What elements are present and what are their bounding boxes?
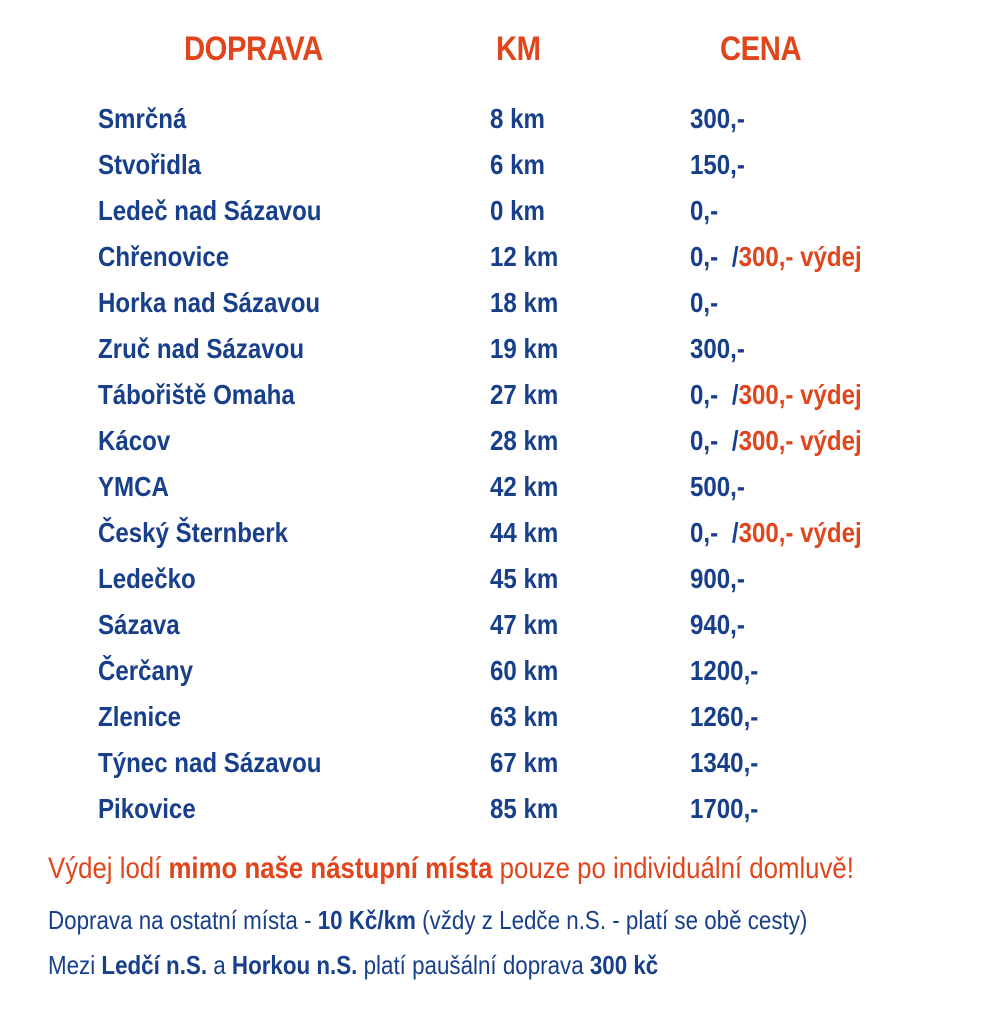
pickup-price: 300,- výdej bbox=[738, 425, 862, 456]
price-cell bbox=[690, 240, 862, 274]
distance-cell: 85 km bbox=[490, 793, 559, 824]
price-cell bbox=[690, 562, 745, 596]
note3-bold-3: 300 kč bbox=[589, 950, 659, 980]
distance-cell: 0 km bbox=[490, 195, 545, 226]
destination-cell: Chřenovice bbox=[98, 241, 230, 272]
distance-cell: 63 km bbox=[490, 701, 559, 732]
distance-cell: 8 km bbox=[490, 103, 545, 134]
price-value: 500,- bbox=[690, 471, 745, 502]
distance-cell: 27 km bbox=[490, 379, 559, 410]
distance-cell: 60 km bbox=[490, 655, 559, 686]
distance-cell: 6 km bbox=[490, 149, 545, 180]
price-cell bbox=[690, 470, 745, 504]
price-cell bbox=[690, 148, 745, 182]
note3-bold-2: Horkou n.S. bbox=[231, 950, 358, 980]
price-cell bbox=[690, 608, 745, 642]
distance-cell: 44 km bbox=[490, 517, 559, 548]
price-value: 1200,- bbox=[690, 655, 759, 686]
note-other-places bbox=[48, 905, 807, 936]
table-row bbox=[0, 694, 981, 740]
price-cell bbox=[690, 286, 718, 320]
note3-text-1: Mezi bbox=[48, 950, 102, 980]
price-value: 0,- bbox=[690, 241, 719, 272]
price-value: 1700,- bbox=[690, 793, 759, 824]
destination-cell: Ledeč nad Sázavou bbox=[98, 195, 322, 226]
price-value: 0,- bbox=[690, 517, 719, 548]
price-value: 940,- bbox=[690, 609, 745, 640]
pickup-price: 300,- výdej bbox=[738, 379, 862, 410]
pickup-price: 300,- výdej bbox=[738, 517, 862, 548]
destination-cell: Kácov bbox=[98, 425, 171, 456]
price-value: 1260,- bbox=[690, 701, 759, 732]
distance-cell: 42 km bbox=[490, 471, 559, 502]
note3-text-3: platí paušální doprava bbox=[357, 950, 590, 980]
table-row bbox=[0, 188, 981, 234]
distance-cell: 19 km bbox=[490, 333, 559, 364]
price-value: 0,- bbox=[690, 195, 719, 226]
table-row bbox=[0, 280, 981, 326]
note-pickup-outside bbox=[48, 852, 854, 886]
table-row bbox=[0, 648, 981, 694]
table-row bbox=[0, 464, 981, 510]
price-value: 0,- bbox=[690, 287, 719, 318]
price-cell bbox=[690, 792, 758, 826]
price-value: 0,- bbox=[690, 425, 719, 456]
column-header-destination: DOPRAVA bbox=[184, 30, 323, 68]
price-separator: / bbox=[731, 425, 739, 456]
table-row bbox=[0, 418, 981, 464]
table-row bbox=[0, 326, 981, 372]
table-row bbox=[0, 556, 981, 602]
column-header-price: CENA bbox=[720, 30, 802, 68]
price-cell bbox=[690, 746, 758, 780]
note1-text-end: pouze po individuální domluvě! bbox=[492, 852, 854, 885]
distance-cell: 28 km bbox=[490, 425, 559, 456]
destination-cell: YMCA bbox=[98, 471, 169, 502]
distance-cell: 18 km bbox=[490, 287, 559, 318]
price-value: 300,- bbox=[690, 333, 745, 364]
note3-text-2: a bbox=[207, 950, 232, 980]
price-separator: / bbox=[731, 379, 739, 410]
destination-cell: Tábořiště Omaha bbox=[98, 379, 295, 410]
pickup-price: 300,- výdej bbox=[738, 241, 862, 272]
column-header-km: KM bbox=[496, 30, 541, 68]
destination-cell: Smrčná bbox=[98, 103, 187, 134]
destination-cell: Horka nad Sázavou bbox=[98, 287, 321, 318]
price-separator: / bbox=[731, 517, 739, 548]
note1-text-bold: mimo naše nástupní místa bbox=[168, 852, 493, 885]
price-table bbox=[0, 96, 981, 832]
destination-cell: Zruč nad Sázavou bbox=[98, 333, 305, 364]
price-value: 150,- bbox=[690, 149, 745, 180]
note3-bold-1: Ledčí n.S. bbox=[101, 950, 208, 980]
destination-cell: Sázava bbox=[98, 609, 180, 640]
price-cell bbox=[690, 102, 745, 136]
destination-cell: Čerčany bbox=[98, 655, 194, 686]
note2-text-start: Doprava na ostatní místa - bbox=[48, 905, 318, 935]
distance-cell: 12 km bbox=[490, 241, 559, 272]
distance-cell: 67 km bbox=[490, 747, 559, 778]
note2-text-end: (vždy z Ledče n.S. - platí se obě cesty) bbox=[415, 905, 808, 935]
note1-text-start: Výdej lodí bbox=[48, 852, 169, 885]
price-value: 0,- bbox=[690, 379, 719, 410]
table-row bbox=[0, 142, 981, 188]
price-cell bbox=[690, 424, 862, 458]
destination-cell: Český Šternberk bbox=[98, 517, 289, 548]
table-row bbox=[0, 602, 981, 648]
destination-cell: Týnec nad Sázavou bbox=[98, 747, 322, 778]
price-cell bbox=[690, 378, 862, 412]
table-row bbox=[0, 786, 981, 832]
destination-cell: Stvořidla bbox=[98, 149, 202, 180]
price-cell bbox=[690, 654, 758, 688]
note2-text-bold: 10 Kč/km bbox=[317, 905, 416, 935]
table-row bbox=[0, 234, 981, 280]
destination-cell: Zlenice bbox=[98, 701, 181, 732]
price-value: 1340,- bbox=[690, 747, 759, 778]
table-row bbox=[0, 96, 981, 142]
price-cell bbox=[690, 516, 862, 550]
price-cell bbox=[690, 332, 745, 366]
distance-cell: 45 km bbox=[490, 563, 559, 594]
distance-cell: 47 km bbox=[490, 609, 559, 640]
table-row bbox=[0, 740, 981, 786]
price-cell bbox=[690, 194, 718, 228]
note-flat-rate bbox=[48, 950, 658, 981]
price-cell bbox=[690, 700, 758, 734]
table-row bbox=[0, 510, 981, 556]
table-row bbox=[0, 372, 981, 418]
destination-cell: Pikovice bbox=[98, 793, 196, 824]
destination-cell: Ledečko bbox=[98, 563, 196, 594]
price-value: 300,- bbox=[690, 103, 745, 134]
price-value: 900,- bbox=[690, 563, 745, 594]
price-separator: / bbox=[731, 241, 739, 272]
